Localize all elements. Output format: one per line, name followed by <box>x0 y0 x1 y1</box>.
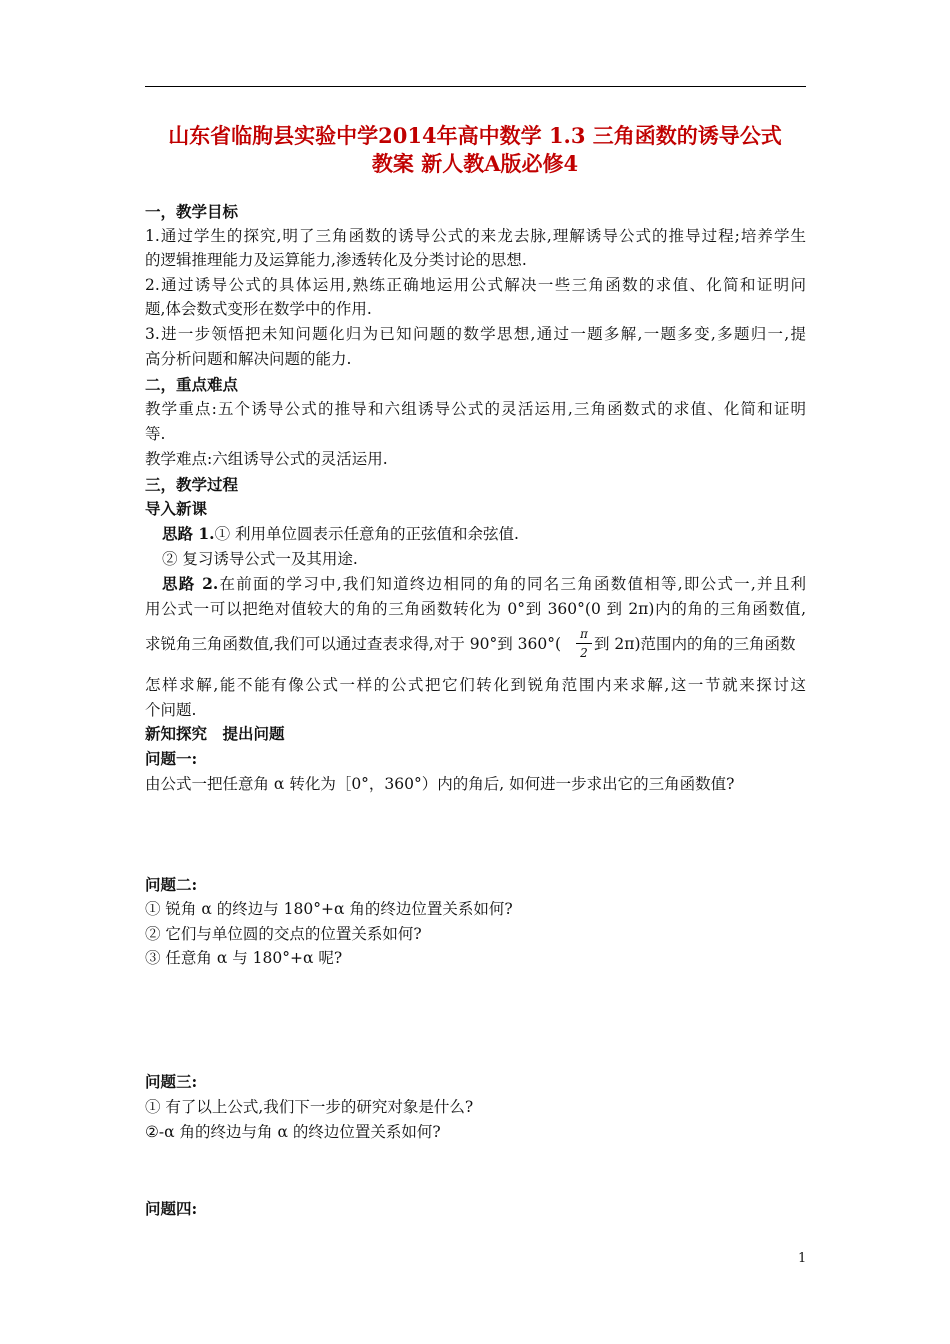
keypoint-line2: 等. <box>145 425 166 443</box>
idea-2-text: 在前面的学习中,我们知道终边相同的角的同名三角函数值相等,即公式一,并且利 <box>218 575 806 593</box>
idea-2-line2: 用公式一可以把绝对值较大的角的三角函数转化为 0°到 360°(0 到 2π)内的角的三角函数值, <box>145 600 806 618</box>
question-2-item1: ① 锐角 α 的终边与 180°+α 角的终边位置关系如何? <box>145 900 513 918</box>
page-number: 1 <box>798 1251 807 1266</box>
idea-2-label: 思路 2. <box>162 574 219 593</box>
section-heading-process: 三，教学过程 <box>145 475 239 494</box>
goal-1-line2: 的逻辑推理能力及运算能力,渗透转化及分类讨论的思想. <box>145 251 527 269</box>
keypoint-line1: 教学重点:五个诱导公式的推导和六组诱导公式的灵活运用,三角函数式的求值、化简和证明 <box>145 400 806 418</box>
idea-2-line3b: 到 2π)范围内的角的三角函数 <box>594 635 796 653</box>
goal-1-line1: 1.通过学生的探究,明了三角函数的诱导公式的来龙去脉,理解诱导公式的推导过程;培养学生 <box>145 227 806 245</box>
idea-1-label: 思路 1. <box>162 524 215 543</box>
idea-2-line1 <box>162 573 806 595</box>
question-2-item2: ② 它们与单位圆的交点的位置关系如何? <box>145 925 422 943</box>
pi-over-2-fraction <box>576 627 592 660</box>
question-3-item2: ②-α 角的终边与角 α 的终边位置关系如何? <box>145 1123 441 1141</box>
difficulty-line: 教学难点:六组诱导公式的灵活运用. <box>145 450 388 468</box>
goal-3-line1: 3.进一步领悟把未知问题化归为已知问题的数学思想,通过一题多解,一题多变,多题归一,提 <box>145 325 806 343</box>
question-2-item3: ③ 任意角 α 与 180°+α 呢? <box>145 949 343 967</box>
idea-1-line2: ② 复习诱导公式一及其用途. <box>162 550 358 568</box>
question-1-text: 由公式一把任意角 α 转化为［0°，360°）内的角后, 如何进一步求出它的三角函数值? <box>145 775 735 793</box>
idea-2-line5: 个问题. <box>145 701 197 719</box>
question-1-heading: 问题一: <box>145 749 198 768</box>
header-rule <box>145 86 806 87</box>
question-2-heading: 问题二: <box>145 875 198 894</box>
goal-3-line2: 高分析问题和解决问题的能力. <box>145 350 352 368</box>
goal-2-line2: 题,体会数式变形在数学中的作用. <box>145 300 372 318</box>
document-title-line1: 山东省临朐县实验中学2014年高中数学 1.3 三角函数的诱导公式 <box>168 123 782 148</box>
document-title-line2: 教案 新人教A版必修4 <box>371 151 579 176</box>
question-4-heading: 问题四: <box>145 1199 198 1218</box>
section-heading-goals: 一，教学目标 <box>145 202 239 221</box>
fraction-numerator: π <box>580 627 588 641</box>
explore-heading: 新知探究 提出问题 <box>145 724 285 743</box>
fraction-denominator: 2 <box>580 646 588 660</box>
question-3-heading: 问题三: <box>145 1072 198 1091</box>
question-3-item1: ① 有了以上公式,我们下一步的研究对象是什么? <box>145 1098 474 1116</box>
intro-heading: 导入新课 <box>145 499 208 518</box>
section-heading-keypoints: 二，重点难点 <box>145 375 239 394</box>
idea-2-line4: 怎样求解,能不能有像公式一样的公式把它们转化到锐角范围内来求解,这一节就来探讨这 <box>145 676 806 694</box>
idea-2-line3a: 求锐角三角函数值,我们可以通过查表求得,对于 90°到 360°( <box>145 635 562 653</box>
goal-2-line1: 2.通过诱导公式的具体运用,熟练正确地运用公式解决一些三角函数的求值、化简和证明问 <box>145 276 806 294</box>
idea-1-line1 <box>162 523 519 545</box>
fraction-bar <box>576 643 592 644</box>
idea-1-text: ① 利用单位圆表示任意角的正弦值和余弦值. <box>214 525 519 543</box>
